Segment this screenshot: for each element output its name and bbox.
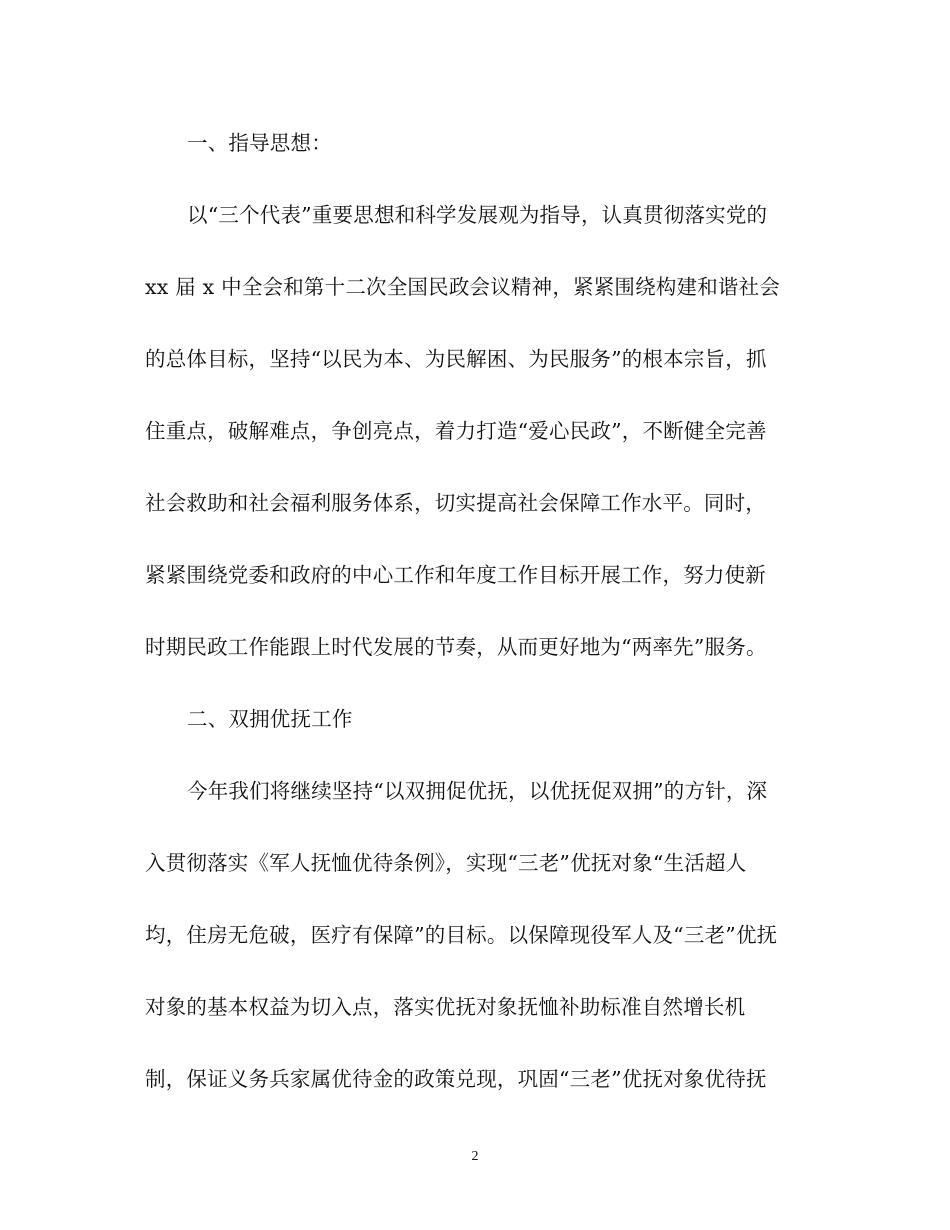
paragraph-line: 入贯彻落实《军人抚恤优待条例》，实现“三老”优抚对象“生活超人 xyxy=(145,851,747,875)
paragraph-line: 时期民政工作能跟上时代发展的节奏，从而更好地为“两率先”服务。 xyxy=(145,635,767,659)
paragraph-line: 制，保证义务兵家属优待金的政策兑现，巩固“三老”优抚对象优待抚 xyxy=(145,1067,767,1091)
paragraph-line: 以“三个代表”重要思想和科学发展观为指导，认真贯彻落实党的 xyxy=(187,203,768,227)
paragraph-line: 住重点，破解难点，争创亮点，着力打造“爱心民政”，不断健全完善 xyxy=(145,419,767,443)
paragraph-line: 紧紧围绕党委和政府的中心工作和年度工作目标开展工作，努力使新 xyxy=(145,563,766,587)
paragraph-line: 均，住房无危破，医疗有保障”的目标。以保障现役军人及“三老”优抚 xyxy=(145,923,778,947)
paragraph-line: 社会救助和社会福利服务体系，切实提高社会保障工作水平。同时， xyxy=(145,491,766,515)
section-heading-support-work: 二、双拥优抚工作 xyxy=(187,707,353,731)
paragraph-line: 今年我们将继续坚持“以双拥促优抚，以优抚促双拥”的方针，深 xyxy=(187,779,768,803)
paragraph-line: 的总体目标，坚持“以民为本、为民解困、为民服务”的根本宗旨，抓 xyxy=(145,347,767,371)
paragraph-line: xx 届 x 中全会和第十二次全国民政会议精神，紧紧围绕构建和谐社会 xyxy=(145,275,781,299)
paragraph-line: 对象的基本权益为切入点，落实优抚对象抚恤补助标准自然增长机 xyxy=(145,995,746,1019)
page-number: 2 xyxy=(471,1149,479,1164)
section-heading-guiding-ideology: 一、指导思想： xyxy=(187,131,332,155)
